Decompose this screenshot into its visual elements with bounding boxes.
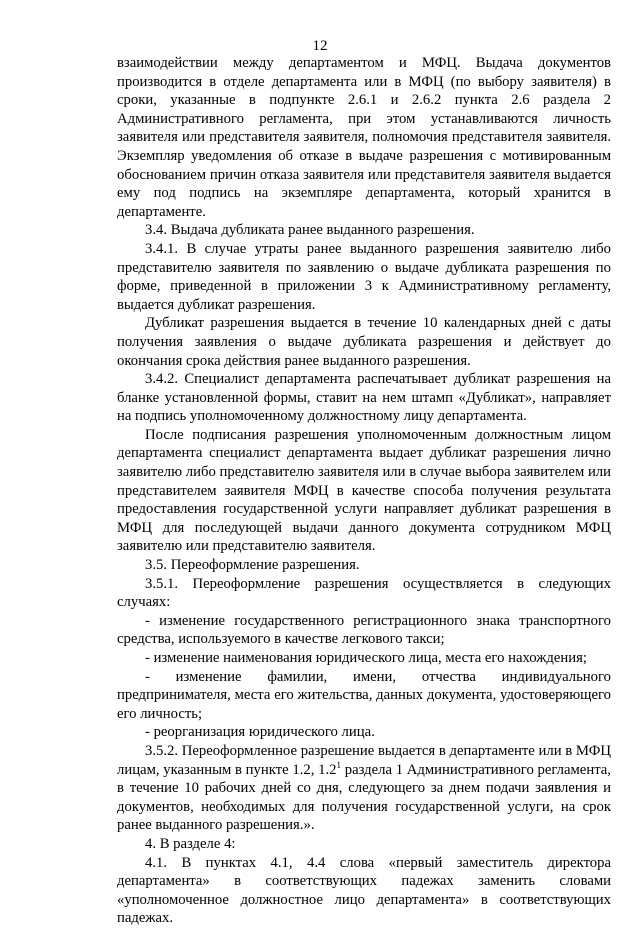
- paragraph-3-5-2: [117, 742, 611, 835]
- paragraph-3-5-1: 3.5.1. Переоформление разрешения осуществляется в следующих случаях:: [117, 575, 611, 611]
- list-item-legal-entity-name: - изменение наименования юридического лица, места его нахождения;: [145, 650, 587, 666]
- paragraph-3-5-2-end: раздела 1 Административного регламента, в течение 10 рабочих дней со дня, следующего за днем подачи заявления и документов, необходимых для получения государственной услуги, на срок ранее выданного разрешения.».: [117, 761, 611, 834]
- paragraph-continuation: взаимодействии между департаментом и МФЦ. Выдача документов производится в отделе департамента или в МФЦ (по выбору заявителя) в сроки, указанные в подпункте 2.6.1 и 2.6.2 пункта 2.6 раздела 2 Административного регламента, при этом устанавливаются личность заявителя или представителя заявителя, полномочия представителя заявителя. Экземпляр уведомления об отказе в выдаче разрешения с мотивированным обоснованием причин отказа заявителя или представителя заявителя выдается ему под подпись на экземпляре департамента, который хранится в департаменте.: [117, 55, 611, 220]
- paragraph-3-4-2: 3.4.2. Специалист департамента распечатывает дубликат разрешения на бланке установленной формы, ставит на нем штамп «Дубликат», направляет на подпись уполномоченному должностному лицу департамента.: [117, 371, 611, 425]
- paragraph-duplicate-term: Дубликат разрешения выдается в течение 10 календарных дней с даты получения заявления о выдаче дубликата разрешения и действует до окончания срока действия ранее выданного разрешения.: [117, 315, 611, 369]
- paragraph-3-4-1: 3.4.1. В случае утраты ранее выданного разрешения заявителю либо представителю заявителя по заявлению о выдаче дубликата разрешения по форме, приведенной в приложении 3 к Административному регламенту, выдается дубликат разрешения.: [117, 240, 611, 313]
- list-item-reorganization: - реорганизация юридического лица.: [145, 724, 375, 741]
- document-body: [117, 54, 611, 928]
- superscript-1: 1: [336, 759, 341, 770]
- section-heading-3-4: 3.4. Выдача дубликата ранее выданного разрешения.: [145, 222, 475, 239]
- page-number: 12: [312, 38, 328, 54]
- list-item-registration-plate: - изменение государственного регистрационного знака транспортного средства, используемого в качестве легкового такси;: [117, 612, 611, 648]
- paragraph-4-1: 4.1. В пунктах 4.1, 4.4 слова «первый заместитель директора департамента» в соответствующих падежах заменить словами «уполномоченное должностное лицо департамента» в соответствующих падежах.: [117, 854, 611, 927]
- list-item-entrepreneur-details: - изменение фамилии, имени, отчества индивидуального предпринимателя, места его жительства, данных документа, удостоверяющего его личность;: [117, 668, 611, 722]
- section-heading-4: 4. В разделе 4:: [145, 835, 236, 852]
- paragraph-3-5-2-start: 3.5.2. Переоформленное разрешение выдается в департаменте или в МФЦ лицам, указанным в пункте 1.2, 1.2: [117, 742, 611, 778]
- section-heading-3-5: 3.5. Переоформление разрешения.: [145, 557, 360, 574]
- paragraph-after-signing: После подписания разрешения уполномоченным должностным лицом департамента специалист департамента выдает дубликат разрешения лично заявителю либо представителю заявителя или в случае выбора заявителем или представителем заявителя МФЦ в качестве способа получения результата предоставления государственной услуги направляет дубликат разрешения в МФЦ для последующей выдачи данного документа сотрудником МФЦ заявителю или представителю заявителя.: [117, 426, 611, 555]
